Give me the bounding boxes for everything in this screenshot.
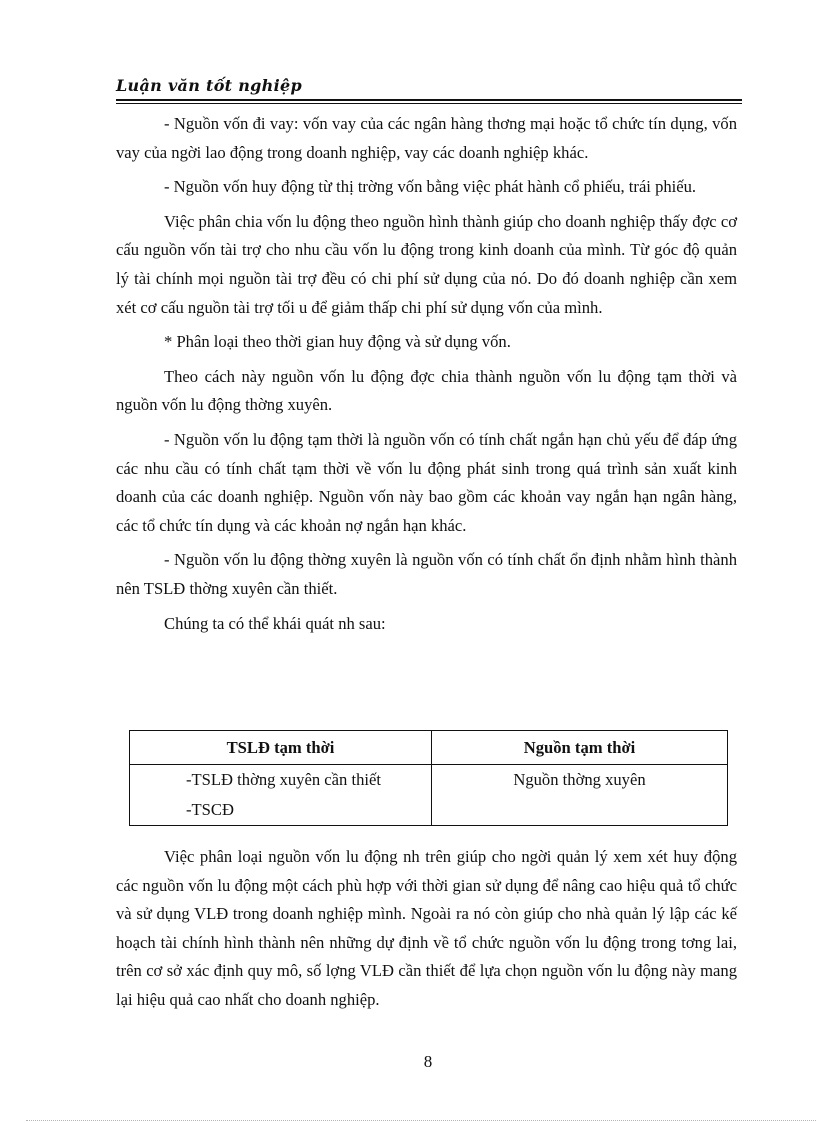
body-text <box>116 110 737 640</box>
paragraph-split-explanation: Theo cách này nguồn vốn lu động đợc chia thành nguồn vốn lu động tạm thời và nguồn vốn lu động thờng xuyên. <box>116 366 737 415</box>
classification-table <box>129 730 728 826</box>
paragraph-temporary-capital: - Nguồn vốn lu động tạm thời là nguồn vốn có tính chất ngắn hạn chủ yếu để đáp ứng các nhu cầu có tính chất tạm thời về vốn lu động phát sinh trong quá trình sản xuất kinh doanh của các doanh nghiệp. Nguồn vốn này bao gồm các khoản vay ngắn hạn ngân hàng, các tổ chức tín dụng và các khoản nợ ngắn hạn khác. <box>116 429 737 535</box>
table-header-left: TSLĐ tạm thời <box>130 731 432 765</box>
header-rule-thick <box>116 99 742 101</box>
table-row <box>130 765 728 826</box>
header-rule-thin <box>116 103 742 104</box>
footer-dotted-line <box>26 1120 816 1121</box>
closing-text <box>116 843 737 1015</box>
paragraph-permanent-capital: - Nguồn vốn lu động thờng xuyên là nguồn vốn có tính chất ổn định nhằm hình thành nên TSLĐ thờng xuyên cần thiết. <box>116 550 737 598</box>
table-header-right: Nguồn tạm thời <box>432 731 728 765</box>
page-number: 8 <box>423 1052 433 1071</box>
paragraph-market-sources: - Nguồn vốn huy động từ thị trờng vốn bằng việc phát hành cổ phiếu, trái phiếu. <box>164 177 697 197</box>
paragraph-classification-by-time: * Phân loại theo thời gian huy động và sử dụng vốn. <box>164 332 511 352</box>
table-cell-line: -TSLĐ thờng xuyên cần thiết <box>186 770 381 789</box>
paragraph-table-intro: Chúng ta có thể khái quát nh sau: <box>164 613 386 633</box>
paragraph-loan-sources: - Nguồn vốn đi vay: vốn vay của các ngân hàng thơng mại hoặc tổ chức tín dụng, vốn vay của ngời lao động trong doanh nghiệp, vay các doanh nghiệp khác. <box>116 114 737 162</box>
table-cell-left <box>130 765 432 826</box>
table-cell-line: Nguồn thờng xuyên <box>513 770 646 789</box>
paragraph-closing: Việc phân loại nguồn vốn lu động nh trên giúp cho ngời quản lý xem xét huy động các nguồn vốn lu động một cách phù hợp với thời gian sử dụng để nâng cao hiệu quả tổ chức và sử dụng VLĐ trong doanh nghiệp mình. Ngoài ra nó còn giúp cho nhà quản lý lập các kế hoạch tài chính hình thành nên những dự định về tổ chức nguồn vốn lu động trong tơng lai, trên cơ sở xác định quy mô, số lợng VLĐ cần thiết để lựa chọn nguồn vốn lu động này mang lại hiệu quả cao nhất cho doanh nghiệp. <box>116 847 737 1009</box>
table-header-row <box>130 731 728 765</box>
table-cell-right <box>432 765 728 826</box>
table-cell-line: -TSCĐ <box>186 800 234 819</box>
paragraph-classification-by-origin: Việc phân chia vốn lu động theo nguồn hình thành giúp cho doanh nghiệp thấy đợc cơ cấu nguồn vốn tài trợ cho nhu cầu vốn lu động trong kinh doanh của mình. Từ góc độ quản lý tài chính mọi nguồn tài trợ đều có chi phí sử dụng của nó. Do đó doanh nghiệp cần xem xét cơ cấu nguồn tài trợ tối u để giảm thấp chi phí sử dụng vốn của mình. <box>116 211 737 317</box>
running-header: Luận văn tốt nghiệp <box>116 76 302 95</box>
